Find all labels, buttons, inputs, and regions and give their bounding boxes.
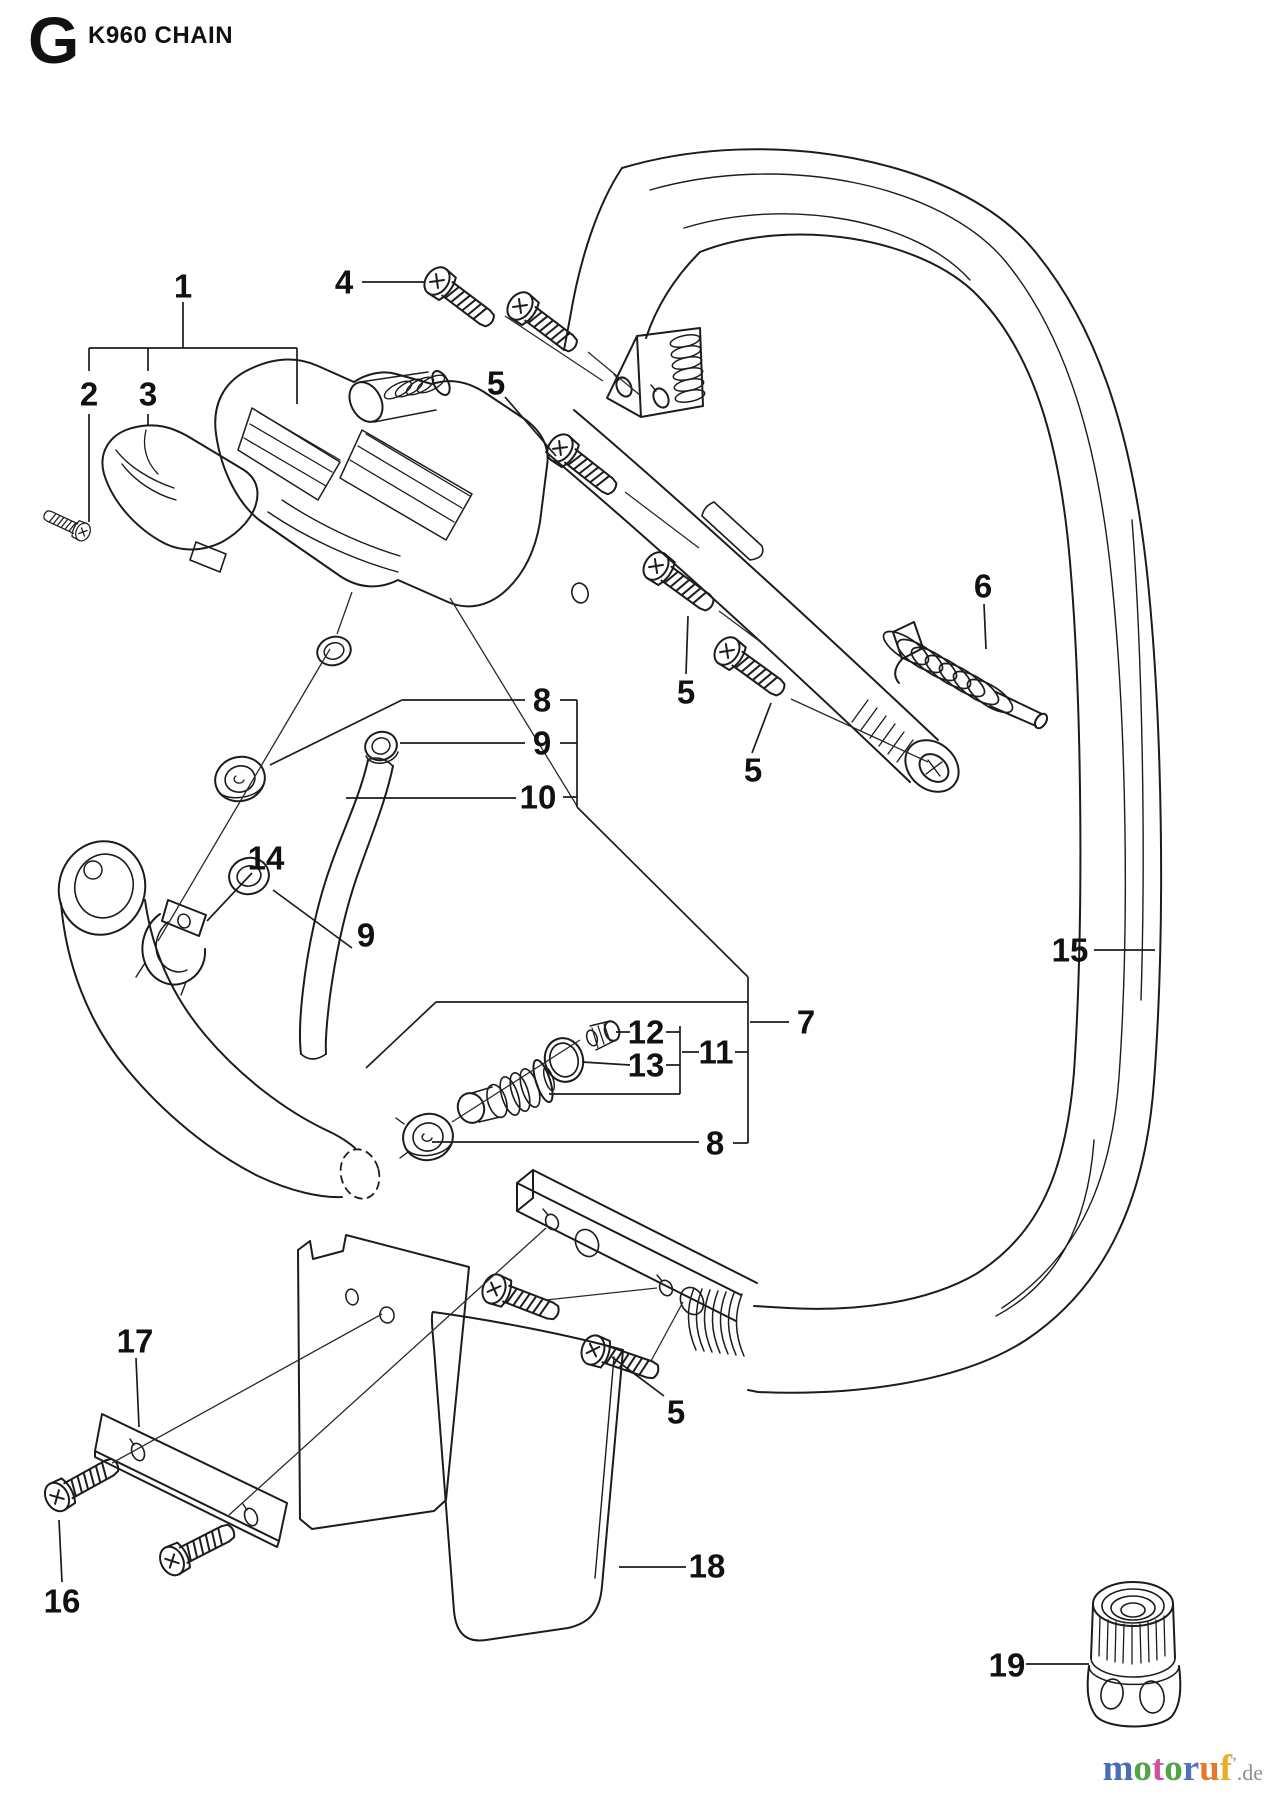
callout-label-7: 7 [796,1003,816,1041]
callout-label-1: 1 [173,267,193,305]
mounting-bar-drawing [517,1170,757,1321]
vent-parts-drawing [210,632,400,1059]
logo-word [1103,1748,1233,1789]
cover-part1-drawing [215,360,590,607]
callout-label-3: 3 [138,375,158,413]
coupler-assembly-drawing [396,1019,622,1165]
callout-label-5: 5 [743,751,763,789]
hose-coupling-drawing [1088,1582,1181,1727]
callout-label-15: 15 [1051,931,1089,969]
callout-label-18: 18 [688,1547,726,1585]
logo-letter: t [1151,1748,1165,1789]
callout-label-12: 12 [627,1013,665,1051]
callout-label-9: 9 [356,916,376,954]
axis-lines [112,316,928,1515]
section-letter: G [28,3,80,77]
rear-guard-drawing [298,1235,469,1529]
callout-label-5: 5 [676,673,696,711]
logo-letter: r [1182,1748,1200,1789]
callout-label-8: 8 [705,1124,725,1162]
callout-label-13: 13 [627,1046,665,1084]
callout-label-17: 17 [116,1322,154,1360]
callout-label-10: 10 [519,778,557,816]
logo-letter: m [1102,1748,1134,1789]
page-title: K960 CHAIN [88,22,234,49]
tank-hose-drawing [49,832,385,1203]
logo-letter: o [1133,1748,1152,1789]
logo-suffix: .de [1236,1760,1263,1785]
cover-part3-drawing [102,425,257,572]
callout-label-16: 16 [43,1582,81,1620]
handle-mount-block-drawing [607,328,706,417]
leader-lines [59,282,1155,1664]
logo-letter: f [1219,1748,1233,1789]
plate17-drawing [95,1414,287,1547]
callout-label-4: 4 [334,263,354,301]
logo-letter: u [1199,1748,1220,1789]
spring-drawing [879,622,1050,730]
callout-label-5: 5 [666,1393,686,1431]
callout-label-5: 5 [486,364,506,402]
callout-label-6: 6 [973,567,993,605]
callout-label-9: 9 [532,724,552,762]
callout-label-14: 14 [247,839,285,877]
callout-label-8: 8 [532,681,552,719]
logo-letter: o [1164,1748,1183,1789]
callout-label-19: 19 [988,1646,1026,1684]
callout-label-2: 2 [79,375,99,413]
callout-label-11: 11 [698,1033,734,1071]
motoruf-logo [1103,1747,1263,1790]
logo-tick: ’ [1232,1755,1237,1771]
